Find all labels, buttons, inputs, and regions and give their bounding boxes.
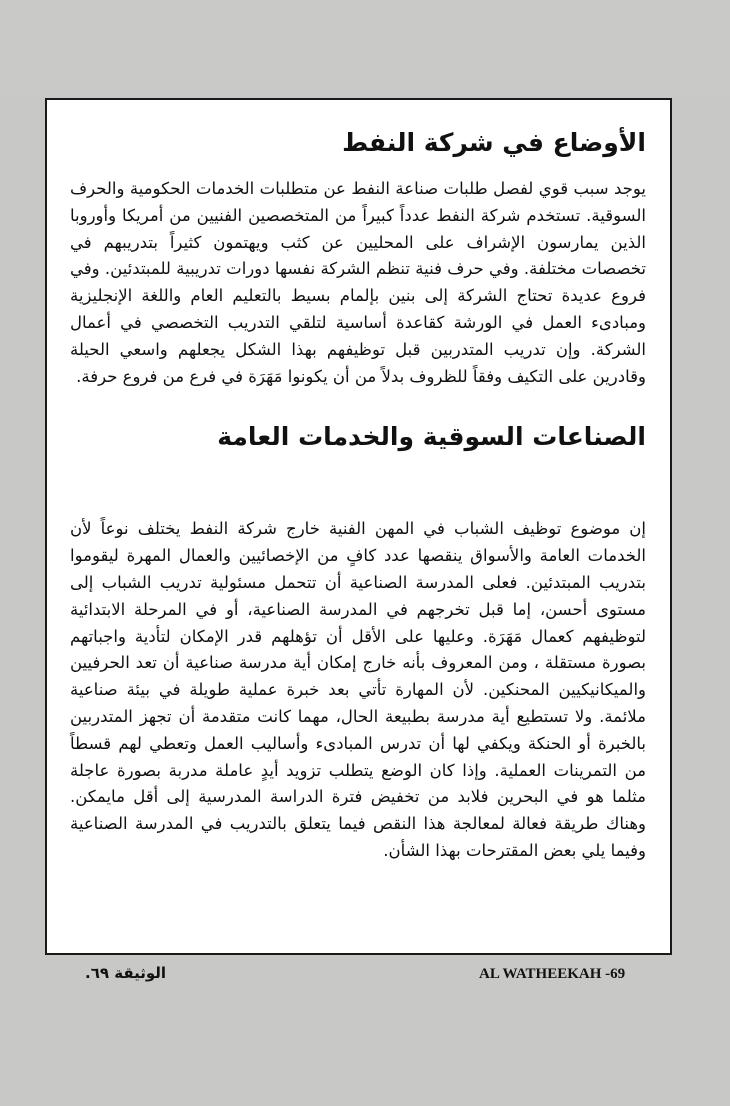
footer-journal-name-arabic: الوثيقة ٦٩. <box>85 964 167 982</box>
section-body-oil-company: يوجد سبب قوي لفصل طلبات صناعة النفط عن متطلبات الخدمات الحكومية والحرف السوقية. تستخدم شركة النفط عدداً كبيراً من المتخصصين الفنيين من أمريكا وأوروبا الذين يمارسون الإشراف على المحليين عن كثب ويهتمون كثيراً بتدريبهم في تخصصات مختلفة. وفي حرف فنية تنظم الشركة نفسها دورات تدريبية للمبتدئين. وفي فروع عديدة تحتاج الشركة إلى بنين بإلمام بسيط بالتعليم العام واللغة الإنجليزية ومبادىء العمل في الورشة كقاعدة أساسية لتلقي التدريب التخصصي في أعمال الشركة. وإن تدريب المتدربين قبل توظيفهم بهذا الشكل يجعلهم واسعي الحيلة وقادرين على التكيف وفقاً للظروف بدلاً من أن يكونوا مَهَرَة في فرع من فروع حرفة. <box>70 179 646 386</box>
article-content <box>70 118 646 865</box>
section-heading-market-industries: الصناعات السوقية والخدمات العامة <box>217 422 646 452</box>
footer-journal-name: AL WATHEEKAH -69 <box>479 966 626 982</box>
section-heading-oil-company: الأوضاع في شركة النفط <box>342 128 646 157</box>
page-footer <box>45 962 672 986</box>
section-body-market-industries: إن موضوع توظيف الشباب في المهن الفنية خارج شركة النفط يختلف نوعاً لأن الخدمات العامة والأسواق ينقصها عدد كافٍ من الإخصائيين والعمال المهرة ليقوموا بتدريب المبتدئين. فعلى المدرسة الصناعية أن تتحمل مسئولية تدريب الشباب إلى مستوى أحسن، إما قبل تخرجهم في المدرسة الصناعية، أو في المرحلة الابتدائية لتوظيفهم كعمال مَهَرَة. وعليها على الأقل أن تؤهلهم قدر الإمكان لتأدية واجباتهم بصورة مستقلة ، ومن المعروف بأنه خارج إمكان أية مدرسة صناعية أن تعد الحرفيين والميكانيكيين المحنكين. لأن المهارة تأتي بعد خبرة عملية طويلة في بيئة صناعية ملائمة. ولا تستطيع أية مدرسة بطبيعة الحال، مهما كانت متقدمة أن تجهز المتدربين بالخبرة أو الحنكة ويكفي لها أن تدرس المبادىء وأساليب العمل وتعطي لهم قسطاً من التمرينات العملية. وإذا كان الوضع يتطلب تزويد أيدٍ عاملة مدربة بصورة عاجلة مثلما هو في البحرين فلابد من تخفيض فترة الدراسة المدرسية إلى أقل مايمكن. وهناك طريقة فعالة لمعالجة هذا النقص فيما يتعلق بالتدريب في المدرسة الصناعية وفيما يلي بعض المقترحات بهذا الشأن. <box>70 519 646 860</box>
page-top-margin <box>0 0 730 96</box>
